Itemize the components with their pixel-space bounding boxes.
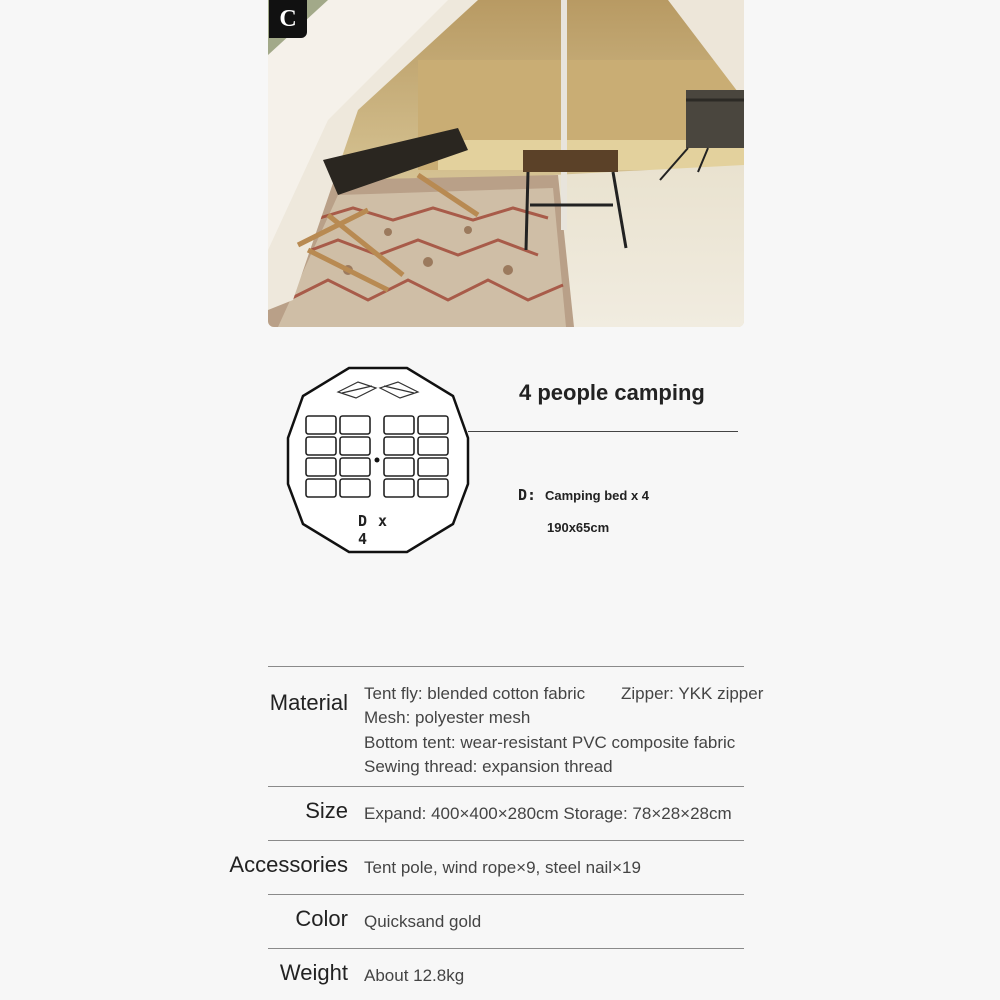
center-pole-dot xyxy=(375,458,380,463)
spec-material-bottom: Bottom tent: wear-resistant PVC composite fabric xyxy=(364,733,736,752)
spec-label-weight: Weight xyxy=(279,960,348,985)
bed-segment xyxy=(340,437,370,455)
spec-weight-value: About 12.8kg xyxy=(364,966,465,985)
bed-segment xyxy=(306,479,336,497)
legend-key: D: xyxy=(518,486,537,504)
spec-accessories-value: Tent pole, wind rope×9, steel nail×19 xyxy=(364,858,641,877)
spec-material-thread: Sewing thread: expansion thread xyxy=(364,757,613,776)
spec-label-size: Size xyxy=(305,798,348,823)
bed-segment xyxy=(418,437,448,455)
spec-divider xyxy=(268,840,744,841)
legend-size: 190x65cm xyxy=(547,520,610,535)
spec-material-mesh: Mesh: polyester mesh xyxy=(364,708,531,727)
bed-segment xyxy=(384,437,414,455)
spec-divider xyxy=(268,894,744,895)
spec-divider xyxy=(268,786,744,787)
bed-segment xyxy=(340,416,370,434)
diagram-bed-count: D x 4 xyxy=(358,512,389,548)
spec-label-accessories: Accessories xyxy=(229,852,348,877)
bed-segment xyxy=(340,458,370,476)
spec-label-material: Material xyxy=(269,690,348,715)
bed-segment xyxy=(418,458,448,476)
bed-segment xyxy=(418,479,448,497)
bed-segment xyxy=(306,416,336,434)
spec-divider xyxy=(268,666,744,667)
bed-segment xyxy=(384,479,414,497)
bed-segment xyxy=(306,437,336,455)
bed-segment xyxy=(384,458,414,476)
spec-label-color: Color xyxy=(295,906,348,931)
bed-segment xyxy=(418,416,448,434)
layout-divider xyxy=(468,431,738,432)
brand-badge: C xyxy=(269,0,307,38)
bed-segment xyxy=(306,458,336,476)
bed-segment xyxy=(340,479,370,497)
spec-size-value: Expand: 400×400×280cm Storage: 78×28×28cm xyxy=(364,804,732,823)
tent-interior-photo xyxy=(268,0,744,327)
legend-item: Camping bed x 4 xyxy=(545,488,650,503)
spec-divider xyxy=(268,948,744,949)
layout-title: 4 people camping xyxy=(519,380,705,405)
bed-segment xyxy=(384,416,414,434)
spec-material-zipper: Zipper: YKK zipper xyxy=(621,684,764,703)
spec-material-fly: Tent fly: blended cotton fabric xyxy=(364,684,586,703)
spec-color-value: Quicksand gold xyxy=(364,912,482,931)
